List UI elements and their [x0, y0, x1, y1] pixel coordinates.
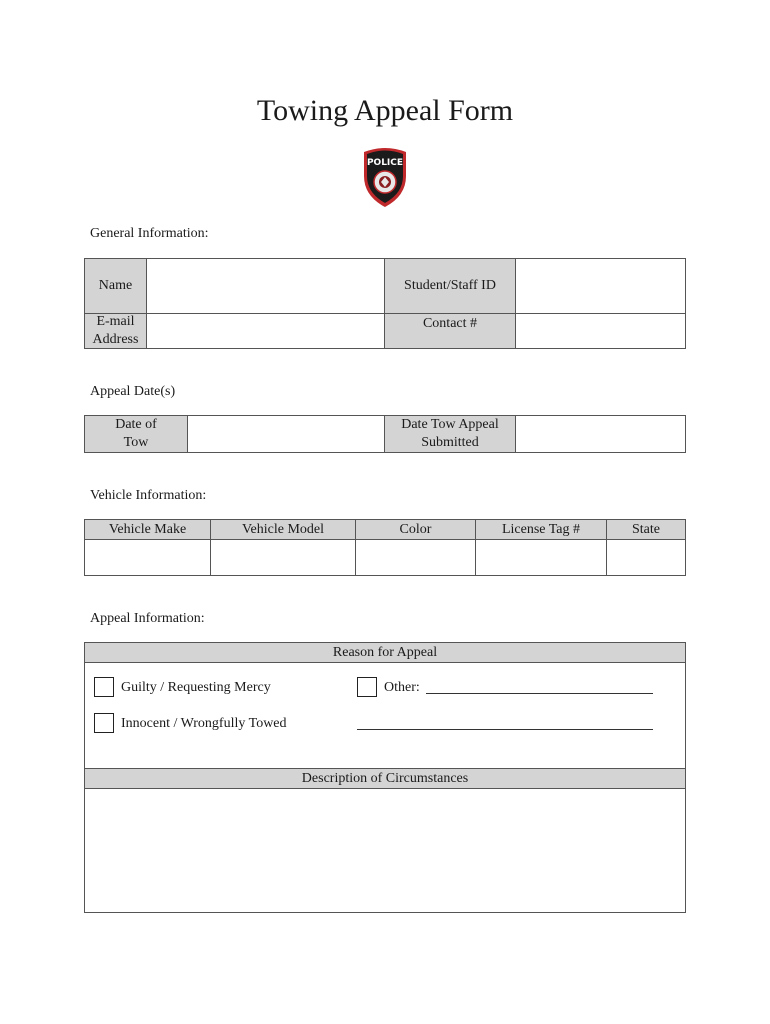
police-badge-icon — [360, 146, 410, 208]
description-header — [84, 768, 686, 789]
date-of-tow-input[interactable] — [188, 416, 384, 452]
vehicle-model-label: Vehicle Model — [241, 521, 325, 537]
date-of-tow-label-line1: Date of — [115, 417, 157, 432]
description-textarea[interactable] — [86, 790, 684, 911]
other-reason-line-2[interactable] — [357, 729, 653, 730]
page-title: Towing Appeal Form — [256, 94, 514, 127]
name-cell — [146, 258, 385, 314]
appeal-dates-heading: Appeal Date(s) — [90, 384, 176, 399]
badge-text: POLICE — [366, 158, 404, 168]
license-tag-label: License Tag # — [501, 521, 581, 537]
description-label: Description of Circumstances — [301, 770, 469, 786]
email-cell — [146, 313, 385, 349]
vehicle-make-header — [84, 519, 211, 540]
vehicle-model-cell — [210, 539, 356, 576]
color-header — [355, 519, 476, 540]
license-tag-header — [475, 519, 607, 540]
general-information-heading: General Information: — [90, 226, 209, 241]
color-input[interactable] — [356, 540, 475, 575]
vehicle-information-heading: Vehicle Information: — [90, 488, 207, 503]
reason-for-appeal-label: Reason for Appeal — [332, 644, 438, 660]
date-submitted-cell — [515, 415, 686, 453]
guilty-checkbox[interactable] — [94, 677, 114, 697]
innocent-checkbox[interactable] — [94, 713, 114, 733]
email-label-cell — [84, 313, 147, 349]
id-label: Student/Staff ID — [404, 278, 496, 293]
vehicle-make-input[interactable] — [85, 540, 210, 575]
reason-for-appeal-header — [84, 642, 686, 663]
color-label: Color — [399, 521, 432, 537]
state-header — [606, 519, 686, 540]
contact-cell — [515, 313, 686, 349]
date-submitted-input[interactable] — [516, 416, 685, 452]
email-label-line2: Address — [92, 332, 139, 347]
id-label-cell — [384, 258, 516, 314]
date-submitted-label-line2: Submitted — [421, 435, 479, 450]
guilty-option-label: Guilty / Requesting Mercy — [121, 680, 271, 695]
date-of-tow-label-cell — [84, 415, 188, 453]
state-input[interactable] — [607, 540, 685, 575]
other-reason-line-1[interactable] — [426, 693, 653, 694]
name-label: Name — [98, 278, 133, 293]
vehicle-make-cell — [84, 539, 211, 576]
vehicle-model-input[interactable] — [211, 540, 355, 575]
name-label-cell — [84, 258, 147, 314]
state-cell — [606, 539, 686, 576]
license-tag-cell — [475, 539, 607, 576]
date-of-tow-label-line2: Tow — [123, 435, 149, 450]
date-submitted-label-line1: Date Tow Appeal — [401, 417, 499, 432]
contact-input[interactable] — [516, 314, 685, 348]
contact-label: Contact # — [422, 316, 478, 331]
date-submitted-label-cell — [384, 415, 516, 453]
email-input[interactable] — [147, 314, 384, 348]
other-checkbox[interactable] — [357, 677, 377, 697]
innocent-option-label: Innocent / Wrongfully Towed — [121, 716, 287, 731]
vehicle-make-label: Vehicle Make — [108, 521, 187, 537]
staff-id-input[interactable] — [516, 259, 685, 313]
date-of-tow-cell — [187, 415, 385, 453]
color-cell — [355, 539, 476, 576]
state-label: State — [632, 521, 660, 537]
vehicle-model-header — [210, 519, 356, 540]
email-label-line1: E-mail — [96, 314, 135, 329]
appeal-information-heading: Appeal Information: — [90, 611, 205, 626]
other-option-label: Other: — [384, 680, 420, 695]
license-tag-input[interactable] — [476, 540, 606, 575]
contact-label-cell — [384, 313, 516, 349]
name-input[interactable] — [147, 259, 384, 313]
id-cell — [515, 258, 686, 314]
